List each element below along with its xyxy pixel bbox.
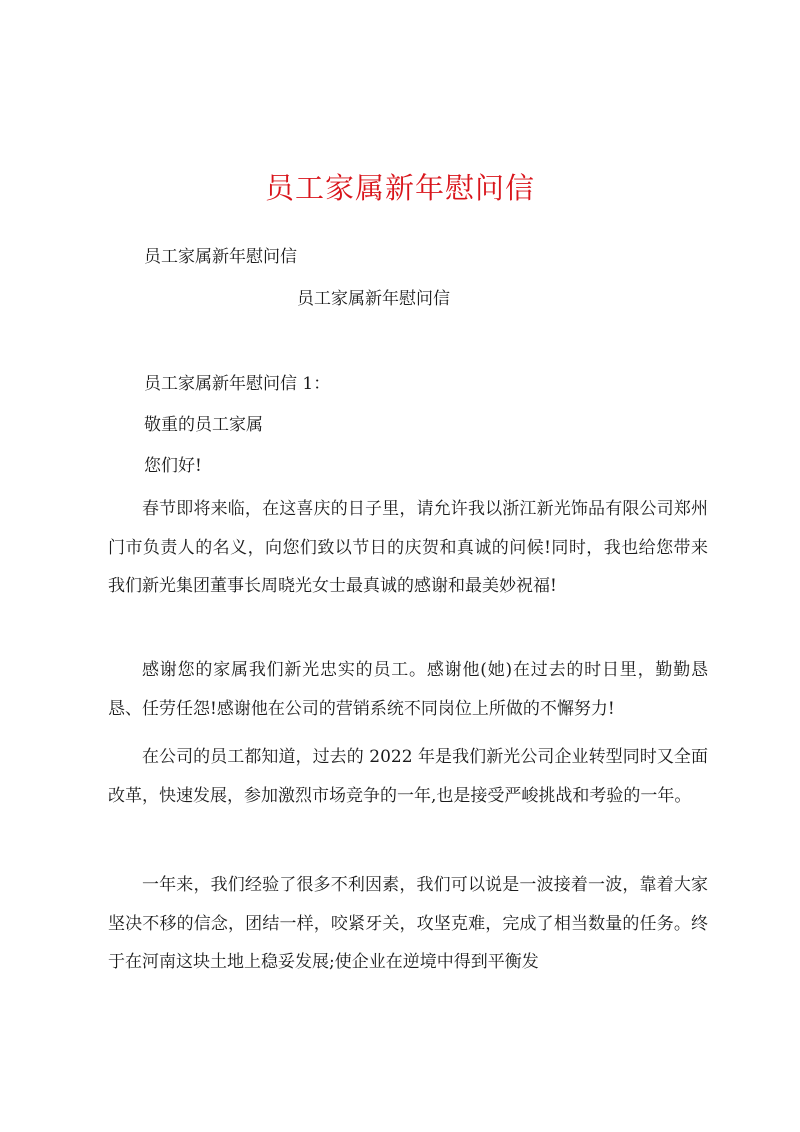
- section-label: 员工家属新年慰问信 1：: [144, 374, 331, 394]
- heading-left: 员工家属新年慰问信: [144, 247, 297, 267]
- paragraph-2: 感谢您的家属我们新光忠实的员工。感谢他(她)在过去的时日里，勤勤恳恳、任劳任怨!感谢他在公司的营销系统不同岗位上所做的不懈努力!: [108, 660, 708, 719]
- paragraph-3: 在公司的员工都知道，过去的 2022 年是我们新光公司企业转型同时又全面改革，快速发展，参加激烈市场竞争的一年,也是接受严峻挑战和考验的一年。: [108, 747, 708, 806]
- document-title: 员工家属新年慰问信: [264, 171, 535, 205]
- paragraph-4: 一年来，我们经验了很多不利因素，我们可以说是一波接着一波，靠着大家坚决不移的信念，团结一样，咬紧牙关，攻坚克难，完成了相当数量的任务。终于在河南这块土地上稳妥发展;使企业在逆境中得到平衡发: [108, 875, 708, 972]
- greeting: 您们好!: [144, 456, 202, 476]
- heading-center: 员工家属新年慰问信: [297, 289, 450, 309]
- salutation: 敬重的员工家属: [144, 415, 263, 435]
- paragraph-1: 春节即将来临，在这喜庆的日子里，请允许我以浙江新光饰品有限公司郑州门市负责人的名义，向您们致以节日的庆贺和真诚的问候!同时，我也给您带来我们新光集团董事长周晓光女士最真诚的感谢和最美妙祝福!: [108, 499, 708, 596]
